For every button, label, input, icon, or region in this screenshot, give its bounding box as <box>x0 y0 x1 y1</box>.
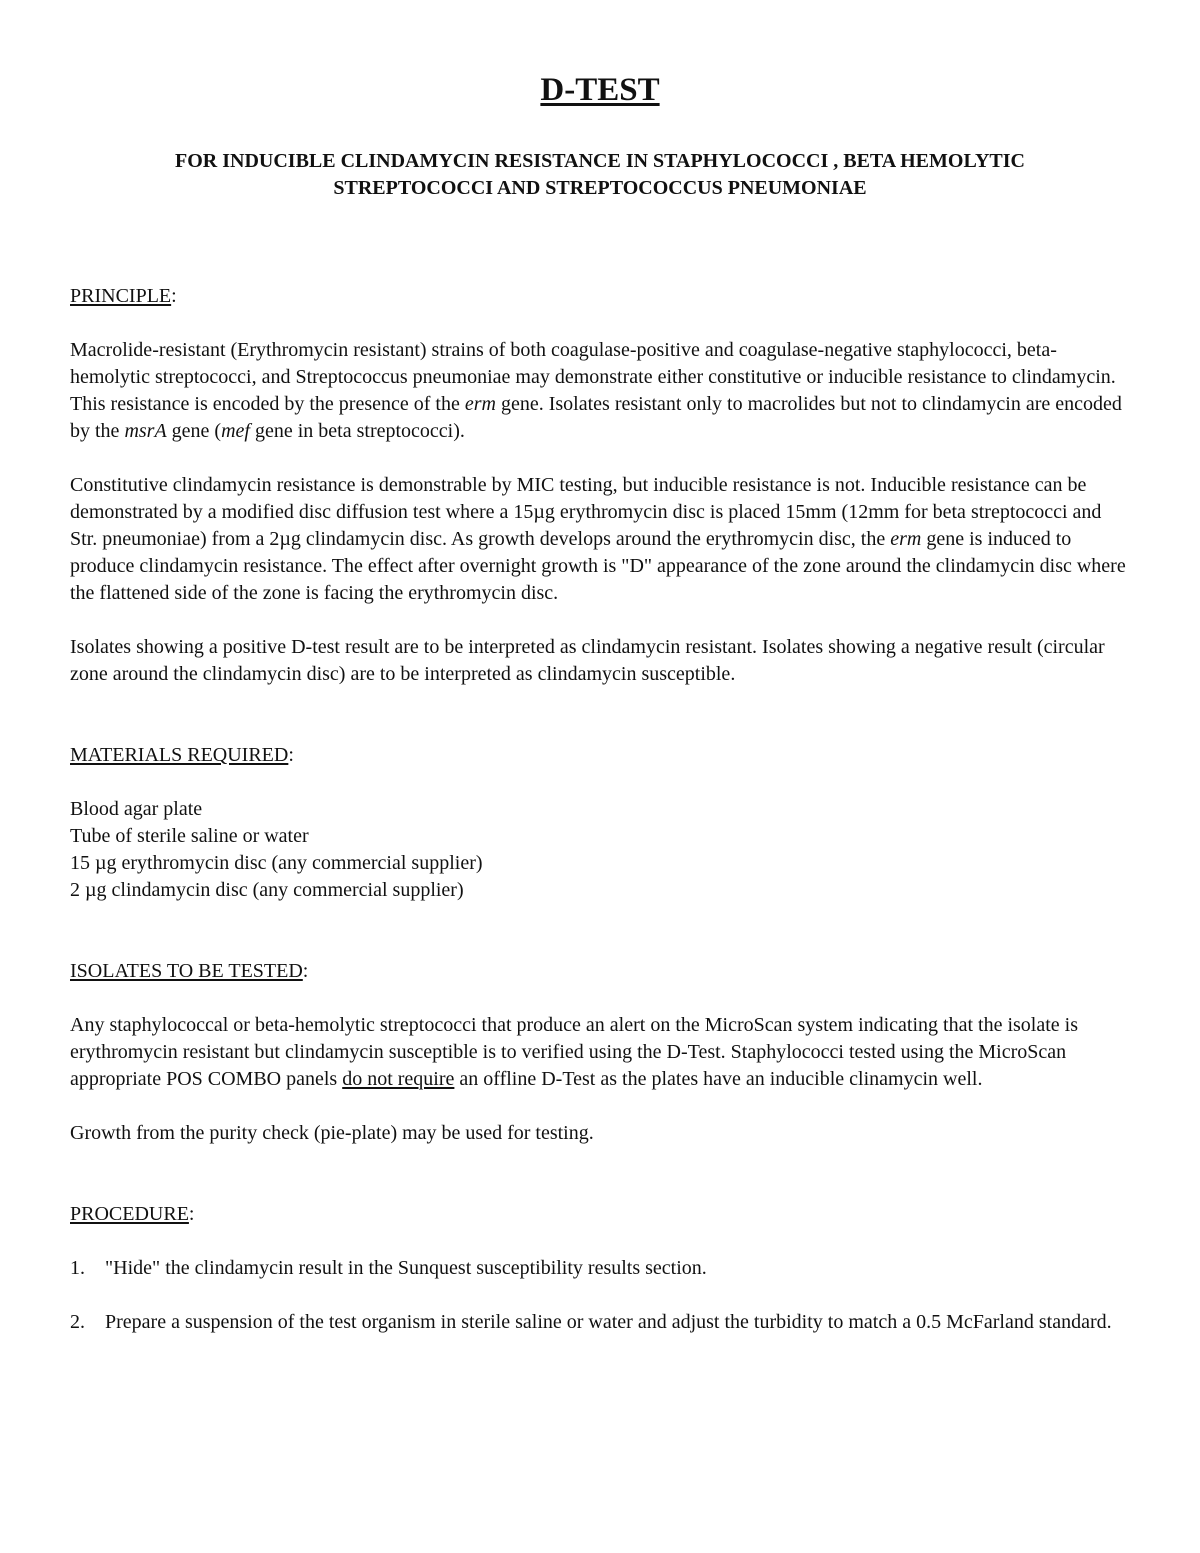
procedure-step <box>70 1309 1130 1336</box>
list-item: 15 µg erythromycin disc (any commercial supplier) <box>70 852 483 874</box>
subtitle-line-2: STREPTOCOCCI AND STREPTOCOCCUS PNEUMONIAE <box>333 177 867 199</box>
gene-mef: mef <box>221 420 250 442</box>
materials-heading-text: MATERIALS REQUIRED <box>70 744 289 766</box>
subtitle-line-1: FOR INDUCIBLE CLINDAMYCIN RESISTANCE IN STAPHYLOCOCCI , BETA HEMOLYTIC <box>175 150 1025 172</box>
principle-paragraph-1 <box>70 337 1130 445</box>
procedure-section <box>70 1201 1130 1336</box>
document-page <box>70 70 1130 1336</box>
isolates-paragraph-2: Growth from the purity check (pie-plate) may be used for testing. <box>70 1122 594 1144</box>
procedure-heading <box>70 1201 1130 1228</box>
step-text: Prepare a suspension of the test organism in sterile saline or water and adjust the turbidity to match a 0.5 McFarland standard. <box>105 1311 1112 1333</box>
list-item: Blood agar plate <box>70 798 203 820</box>
isolates-p1-text-b: an offline D-Test as the plates have an inducible clinamycin well. <box>454 1068 983 1090</box>
principle-heading <box>70 283 1130 310</box>
isolates-heading <box>70 958 1130 985</box>
isolates-heading-colon: : <box>302 960 309 982</box>
principle-heading-text: PRINCIPLE <box>70 285 172 307</box>
step-number: 2. <box>70 1311 85 1333</box>
document-title: D-TEST <box>540 72 660 108</box>
isolates-heading-text: ISOLATES TO BE TESTED <box>70 960 303 982</box>
list-item: 2 µg clindamycin disc (any commercial supplier) <box>70 879 464 901</box>
principle-p1-text-a: Macrolide-resistant (Erythromycin resistant) strains of both coagulase-positive and coagulase-negative staphylococci, beta-hemolytic streptococci, and Streptococcus pneumoniae may demonstrate either constitutive or inducible resistance to clindamycin. This resistance is encoded by the presence of the <box>70 339 1116 415</box>
document-subtitle <box>70 148 1130 202</box>
principle-p2-text-b: gene is induced to produce clindamycin resistance. The effect after overnight growth is "D" appearance of the zone around the clindamycin disc where the flattened side of the zone is facing the erythromycin disc. <box>70 528 1126 604</box>
do-not-require-emphasis: do not require <box>342 1068 455 1090</box>
materials-heading-colon: : <box>288 744 294 766</box>
list-item: Tube of sterile saline or water <box>70 825 309 847</box>
gene-erm: erm <box>464 393 496 415</box>
principle-p2-text-a: Constitutive clindamycin resistance is demonstrable by MIC testing, but inducible resistance is not. Inducible resistance can be demonstrated by a modified disc diffusion test where a 15µg erythromycin disc is placed 15mm (12mm for beta streptococci and Str. pneumoniae) from a 2µg clindamycin disc. As growth develops around the erythromycin disc, the <box>70 474 1102 550</box>
isolates-paragraph-1 <box>70 1012 1130 1093</box>
procedure-step <box>70 1255 1130 1282</box>
step-number: 1. <box>70 1257 85 1279</box>
procedure-steps <box>70 1255 1130 1336</box>
gene-msra: msrA <box>124 420 167 442</box>
principle-p1-text-d: gene in beta streptococci). <box>249 420 465 442</box>
procedure-heading-text: PROCEDURE <box>70 1203 189 1225</box>
principle-paragraph-2 <box>70 472 1130 607</box>
materials-list <box>70 796 1130 904</box>
procedure-heading-colon: : <box>188 1203 195 1225</box>
principle-paragraph-3: Isolates showing a positive D-test result are to be interpreted as clindamycin resistant. Isolates showing a negative result (circular zone around the clindamycin disc) are to be interpreted as clindamycin susceptible. <box>70 636 1105 685</box>
materials-section <box>70 742 1130 904</box>
step-text: "Hide" the clindamycin result in the Sunquest susceptibility results section. <box>105 1257 707 1279</box>
principle-p1-text-c: gene ( <box>166 420 222 442</box>
isolates-p1-text-a: Any staphylococcal or beta-hemolytic streptococci that produce an alert on the MicroScan system indicating that the isolate is erythromycin resistant but clindamycin susceptible is to verified using the D-Test. Staphylococci tested using the MicroScan appropriate POS COMBO panels <box>70 1014 1079 1090</box>
gene-erm-2: erm <box>890 528 922 550</box>
principle-heading-colon: : <box>171 285 177 307</box>
principle-p1-text-b: gene. Isolates resistant only to macrolides but not to clindamycin are encoded by the <box>70 393 1122 442</box>
isolates-section <box>70 958 1130 1147</box>
principle-section <box>70 283 1130 688</box>
materials-heading <box>70 742 1130 769</box>
